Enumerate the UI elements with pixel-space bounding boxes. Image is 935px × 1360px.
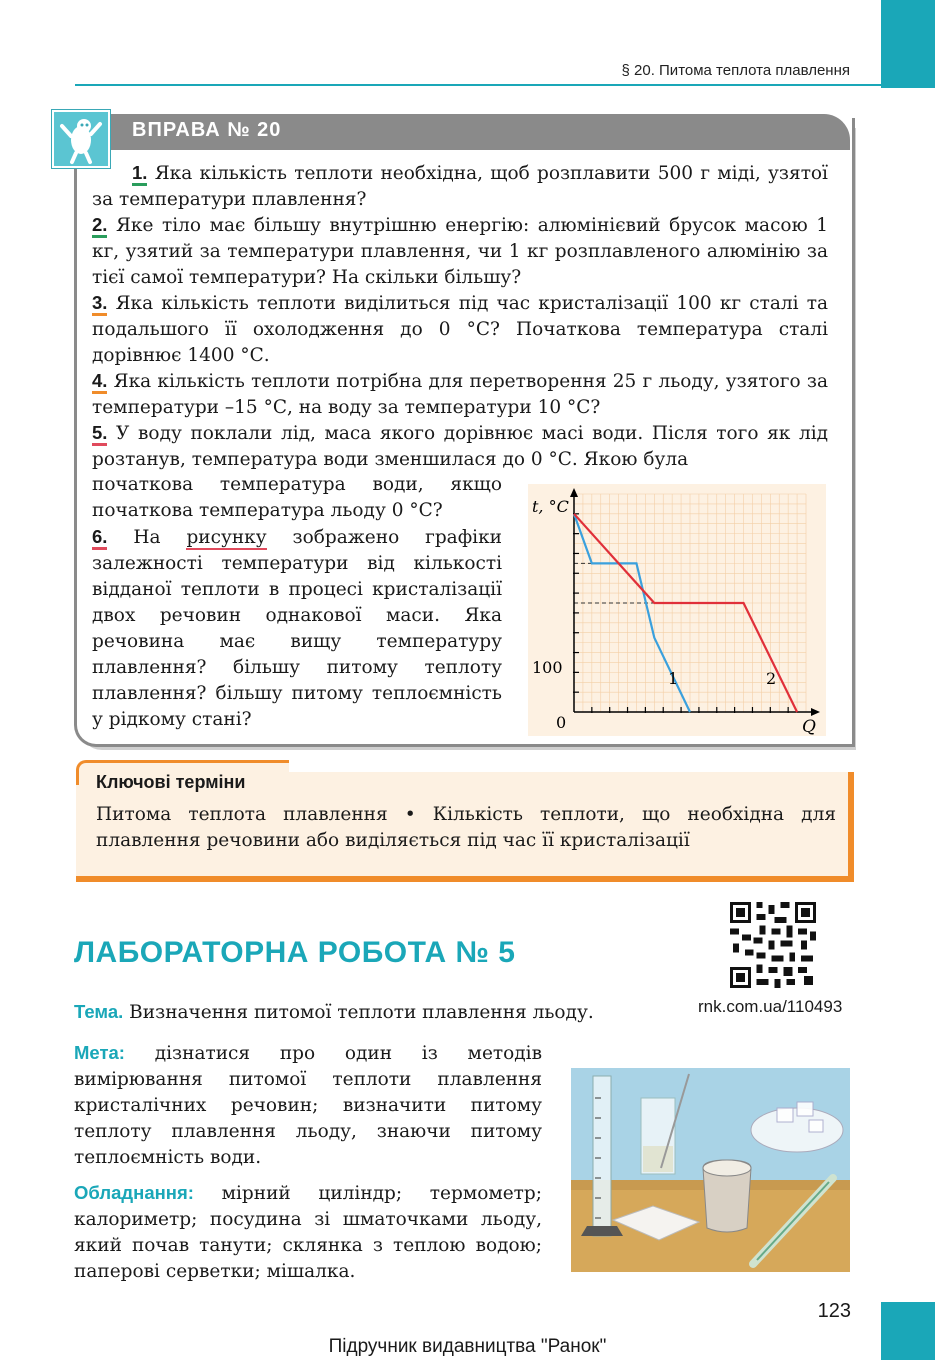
task-text: Яка кількість теплоти необхідна, щоб розплавити 500 г міді, узятої за температури плавлення? [92,163,828,210]
y-axis-arrow [570,488,578,497]
task-text: Яка кількість теплоти виділиться під час кристалізації 100 кг сталі та подальшого її охолодження до 0 °С? Початкова температура сталі дорівнює 1400 °С. [92,293,828,366]
x-axis-arrow [811,708,820,716]
task-number: 4. [92,370,107,394]
x-axis-label: Q [802,717,816,736]
section-header: § 20. Питома теплота плавлення [621,62,850,79]
task-text: зображено графіки залежності температури від кількості відданої теплоти в процесі кристалізації двох речовин однакової маси. Яка речовина має вищу температуру плавлення? більшу питому теплоту плавлення? більшу питому теплоємність у рідкому стані? [92,527,502,730]
figure-link[interactable]: рисунку [186,527,267,548]
task-text: початкова температура води, якщо початкова температура льоду 0 °С? [92,474,502,521]
goal-label: Мета: [74,1042,125,1063]
publisher-footer: Підручник видавництва "Ранок" [328,1336,607,1357]
lab-equipment [74,1180,542,1285]
task-3 [92,290,828,369]
topic-label: Тема. [74,1001,124,1022]
series-label-1: 1 [668,669,679,688]
key-terms-text: Питома теплота плавлення • Кількість теплоти, що необхідна для плавлення речовини або виділяється під час її кристалізації [96,804,836,851]
qr-code[interactable] [730,902,816,988]
lab-goal [74,1040,542,1171]
task-number: 3. [92,292,107,316]
task-5-continued [92,472,502,524]
task-text: На [133,527,187,548]
task-number: 5. [92,422,107,446]
task-6 [92,524,502,733]
chapter-tab [881,0,935,88]
task-2 [92,212,828,291]
cooling-graph [528,484,826,736]
task-text: Яке тіло має більшу внутрішню енергію: алюмінієвий брусок масою 1 кг, узятий за температури плавлення, чи 1 кг розплавленого алюмінію за тієї самої температури? На скільки більшу? [92,215,828,288]
header-divider [75,84,881,86]
task-number: 6. [92,526,107,550]
equipment-text: мірний циліндр; термометр; калориметр; посудина зі шматочками льоду, який почав танути; склянка з теплою водою; паперові серветки; мішалка. [74,1183,542,1282]
lab-title: ЛАБОРАТОРНА РОБОТА № 5 [74,936,516,969]
lab-equipment-photo [571,1068,850,1272]
task-text: Яка кількість теплоти потрібна для перетворення 25 г льоду, узятого за температури –15 °С, на воду за температури 10 °С? [92,371,828,418]
exercise-title: ВПРАВА № 20 [132,119,282,141]
task-number: 1. [132,162,147,186]
chart-svg [528,484,826,736]
page-number: 123 [817,1300,851,1322]
key-terms-title: Ключові терміни [96,772,246,792]
task-number: 2. [92,214,107,238]
topic-text: Визначення питомої теплоти плавлення льоду. [123,1002,594,1023]
goal-text: дізнатися про один із методів вимірювання питомої теплоти плавлення кристалічних речовин; визначити питому теплоту плавлення льоду, знаючи питому теплоємність води. [74,1043,542,1168]
task-text: У воду поклали лід, маса якого дорівнює масі води. Після того як лід розтанув, температура води зменшилася до 0 °С. Якою була [92,423,828,470]
y-tick-label: 100 [532,658,563,677]
lab-topic [74,999,654,1026]
equipment-label: Обладнання: [74,1182,194,1203]
series-label-2: 2 [766,669,777,688]
qr-url[interactable]: rnk.com.ua/110493 [698,997,843,1016]
task-5 [92,420,828,473]
task-1 [92,160,828,213]
y-axis-label: t, °C [532,497,569,516]
task-4 [92,368,828,421]
origin-label: 0 [556,713,567,732]
